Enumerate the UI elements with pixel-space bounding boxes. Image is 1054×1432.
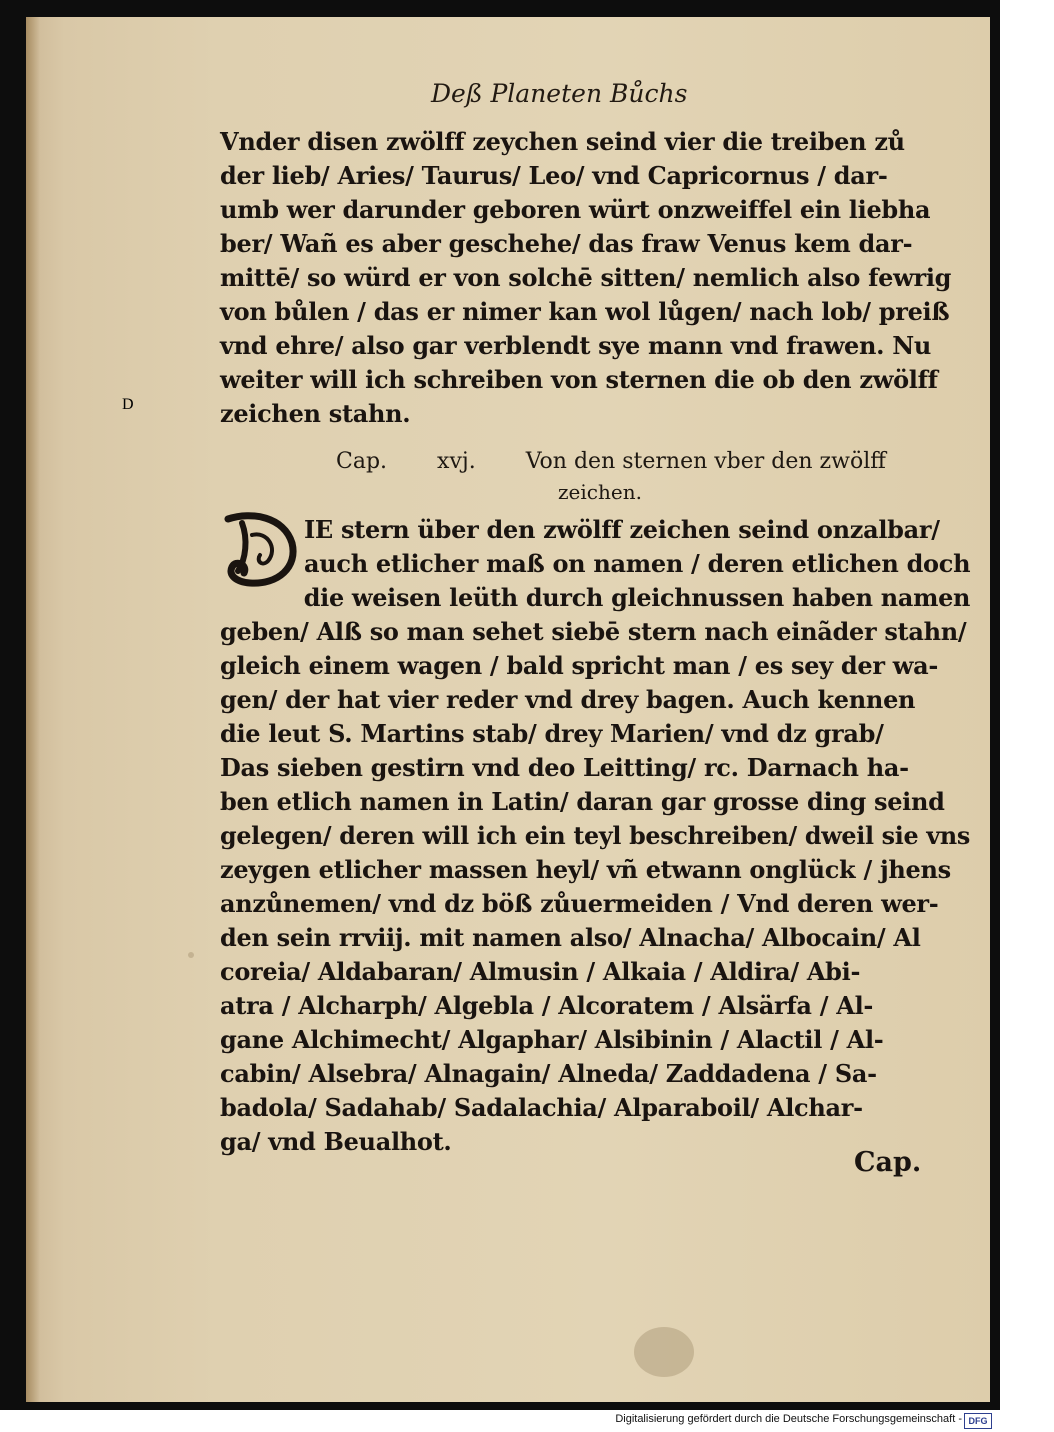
dfg-logo[interactable]: DFG bbox=[964, 1413, 992, 1429]
catchword: Cap. bbox=[854, 1147, 922, 1178]
paragraph-2 bbox=[220, 513, 970, 1159]
paragraph-1 bbox=[220, 125, 970, 431]
chapter-label: Cap. bbox=[336, 449, 388, 474]
text-line: umb wer darunder geboren würt onzweiffel ein liebha bbox=[220, 195, 931, 224]
text-line: gelegen/ deren will ich ein teyl beschreiben/ dweil sie vns bbox=[220, 821, 970, 850]
text-line: gleich einem wagen / bald spricht man / es sey der wa- bbox=[220, 651, 939, 680]
chapter-title-line-2: zeichen. bbox=[558, 480, 642, 504]
text-line: ben etlich namen in Latin/ daran gar grosse ding seind bbox=[220, 787, 945, 816]
footer-bar bbox=[0, 1410, 1000, 1432]
text-line: coreia/ Aldabaran/ Almusin / Alkaia / Aldira/ Abi- bbox=[220, 957, 861, 986]
book-page bbox=[26, 17, 990, 1402]
page-gutter bbox=[26, 17, 40, 1402]
running-head: Deß Planeten Bůchs bbox=[431, 79, 688, 108]
text-line: ga/ vnd Beualhot. bbox=[220, 1127, 452, 1156]
text-line: Das sieben gestirn vnd deo Leitting/ rc. Darnach ha- bbox=[220, 753, 909, 782]
text-line: zeichen stahn. bbox=[220, 399, 411, 428]
text-line: von bůlen / das er nimer kan wol lůgen/ nach lob/ preiß bbox=[220, 297, 950, 326]
chapter-number: xvj. bbox=[437, 449, 476, 474]
chapter-title: Von den sternen vber den zwölff bbox=[525, 449, 886, 474]
text-line: zeygen etlicher massen heyl/ vñ etwann onglück / jhens bbox=[220, 855, 951, 884]
text-line: badola/ Sadahab/ Sadalachia/ Alparaboil/ Alchar- bbox=[220, 1093, 863, 1122]
text-line: IE stern über den zwölff zeichen seind onzalbar/ bbox=[304, 515, 940, 544]
paper-stain bbox=[634, 1327, 694, 1377]
text-line: der lieb/ Aries/ Taurus/ Leo/ vnd Capricornus / dar- bbox=[220, 161, 888, 190]
text-line: atra / Alcharph/ Algebla / Alcoratem / Alsärfa / Al- bbox=[220, 991, 874, 1020]
text-line: cabin/ Alsebra/ Alnagain/ Alneda/ Zaddadena / Sa- bbox=[220, 1059, 877, 1088]
text-line: weiter will ich schreiben von sternen die ob den zwölff bbox=[220, 365, 938, 394]
text-line: mittē/ so würd er von solchē sitten/ nemlich also fewrig bbox=[220, 263, 952, 292]
paper-stain bbox=[188, 952, 194, 958]
text-line: auch etlicher maß on namen / deren etlichen doch bbox=[304, 549, 971, 578]
text-line: gen/ der hat vier reder vnd drey bagen. Auch kennen bbox=[220, 685, 916, 714]
text-line: vnd ehre/ also gar verblendt sye mann vnd frawen. Nu bbox=[220, 331, 932, 360]
text-line: ber/ Wañ es aber geschehe/ das fraw Venus kem dar- bbox=[220, 229, 913, 258]
text-line: die weisen leüth durch gleichnussen haben namen bbox=[303, 583, 971, 612]
text-line: Vnder disen zwölff zeychen seind vier die treiben zů bbox=[220, 127, 905, 156]
text-line: die leut S. Martins stab/ drey Marien/ vnd dz grab/ bbox=[220, 719, 884, 748]
drop-cap-letter: D bbox=[122, 396, 134, 413]
text-line: gane Alchimecht/ Algaphar/ Alsibinin / Alactil / Al- bbox=[220, 1025, 884, 1054]
text-line: den sein rrviij. mit namen also/ Alnacha/ Albocain/ Al bbox=[220, 923, 921, 952]
funding-notice: Digitalisierung gefördert durch die Deutsche Forschungsgemeinschaft - bbox=[615, 1413, 962, 1425]
text-line: geben/ Alß so man sehet siebē stern nach einãder stahn/ bbox=[220, 617, 967, 646]
chapter-heading-line-1 bbox=[336, 447, 896, 477]
text-line: anzůnemen/ vnd dz böß zůuermeiden / Vnd deren wer- bbox=[220, 889, 939, 918]
chapter-heading bbox=[336, 447, 896, 507]
